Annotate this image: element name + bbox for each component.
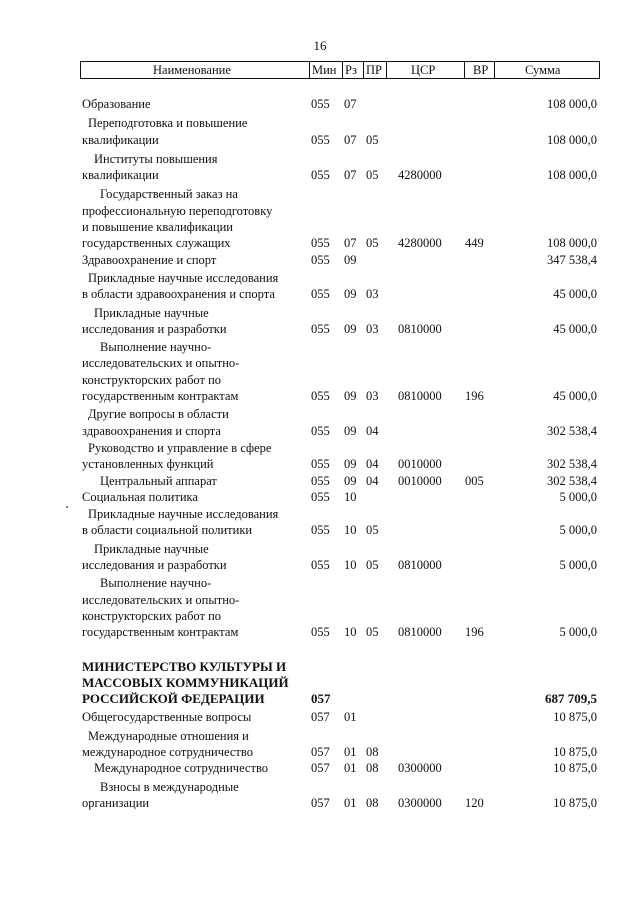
cell-sum: 302 538,4 bbox=[547, 423, 597, 438]
row-name-line: Выполнение научно- bbox=[100, 576, 212, 591]
cell-vr: 449 bbox=[465, 236, 484, 251]
row-name-line: Общегосударственные вопросы bbox=[82, 710, 252, 725]
row-name-line: конструкторских работ по bbox=[82, 372, 222, 387]
cell-sum: 45 000,0 bbox=[553, 389, 597, 404]
row-name-line: квалификации bbox=[82, 168, 159, 183]
row-name-line: Выполнение научно- bbox=[100, 340, 212, 355]
cell-min: 055 bbox=[311, 423, 330, 438]
cell-min: 055 bbox=[311, 457, 330, 472]
row-name-line: конструкторских работ по bbox=[82, 608, 222, 623]
row-name bbox=[82, 506, 304, 539]
table-row bbox=[0, 489, 640, 505]
row-name-line: государственным контрактам bbox=[82, 625, 239, 640]
table-row bbox=[0, 406, 640, 439]
cell-rz: 10 bbox=[344, 558, 357, 573]
row-name-line: Взносы в международные bbox=[100, 779, 239, 794]
table-row bbox=[0, 575, 640, 640]
row-name bbox=[82, 473, 304, 489]
cell-csr: 0010000 bbox=[398, 473, 442, 488]
cell-sum: 45 000,0 bbox=[553, 287, 597, 302]
table-row bbox=[0, 339, 640, 404]
cell-rz: 01 bbox=[344, 795, 357, 810]
cell-min: 057 bbox=[311, 691, 331, 707]
cell-pr: 08 bbox=[366, 795, 379, 810]
row-name-line: государственных служащих bbox=[82, 236, 231, 251]
row-name bbox=[82, 305, 304, 338]
cell-pr: 03 bbox=[366, 389, 379, 404]
row-name bbox=[82, 186, 304, 251]
cell-rz: 09 bbox=[344, 423, 357, 438]
cell-sum: 108 000,0 bbox=[547, 236, 597, 251]
cell-sum: 108 000,0 bbox=[547, 97, 597, 111]
table-row bbox=[0, 473, 640, 489]
cell-min: 055 bbox=[311, 625, 330, 640]
row-name-line: профессиональную переподготовку bbox=[82, 203, 273, 218]
cell-rz: 01 bbox=[344, 744, 357, 759]
row-name-line: МАССОВЫХ КОММУНИКАЦИЙ bbox=[82, 674, 289, 690]
row-name-line: квалификации bbox=[82, 132, 159, 147]
cell-min: 055 bbox=[311, 523, 330, 538]
row-name-line: Другие вопросы в области bbox=[88, 407, 229, 422]
scan-dot bbox=[66, 506, 68, 508]
header-vr: ВР bbox=[473, 63, 489, 77]
header-name: Наименование bbox=[153, 63, 231, 77]
cell-csr: 0300000 bbox=[398, 795, 442, 810]
cell-pr: 05 bbox=[366, 625, 379, 640]
cell-pr: 08 bbox=[366, 761, 379, 776]
row-name-line: исследования и разработки bbox=[82, 321, 227, 336]
cell-min: 055 bbox=[311, 489, 330, 504]
cell-min: 057 bbox=[311, 710, 330, 725]
table-row bbox=[0, 728, 640, 761]
row-name bbox=[82, 728, 304, 761]
cell-rz: 07 bbox=[344, 236, 357, 251]
cell-pr: 05 bbox=[366, 523, 379, 538]
row-name bbox=[82, 406, 304, 439]
cell-rz: 09 bbox=[344, 287, 357, 302]
cell-rz: 07 bbox=[344, 168, 357, 183]
cell-pr: 05 bbox=[366, 132, 379, 147]
row-name-line: Переподготовка и повышение bbox=[88, 116, 248, 131]
header-csr: ЦСР bbox=[411, 63, 436, 77]
row-name-line: Здравоохранение и спорт bbox=[82, 252, 217, 267]
row-name-line: Институты повышения bbox=[94, 151, 218, 166]
row-name bbox=[82, 252, 304, 268]
row-name-line: в области социальной политики bbox=[82, 523, 253, 538]
row-name-line: и повышение квалификации bbox=[82, 220, 233, 235]
row-name bbox=[82, 575, 304, 640]
cell-min: 055 bbox=[311, 132, 330, 147]
row-name-line: Руководство и управление в сфере bbox=[88, 440, 272, 455]
cell-min: 055 bbox=[311, 236, 330, 251]
cell-sum: 5 000,0 bbox=[559, 523, 597, 538]
table-row bbox=[0, 151, 640, 184]
cell-sum: 5 000,0 bbox=[559, 489, 597, 504]
cell-rz: 10 bbox=[344, 625, 357, 640]
table-row bbox=[0, 709, 640, 725]
row-name-line: международное сотрудничество bbox=[82, 744, 253, 759]
cell-vr: 196 bbox=[465, 389, 484, 404]
cell-sum: 347 538,4 bbox=[547, 252, 597, 267]
cell-min: 057 bbox=[311, 795, 330, 810]
cell-csr: 0810000 bbox=[398, 558, 442, 573]
row-name bbox=[82, 709, 304, 725]
cell-sum: 687 709,5 bbox=[545, 691, 597, 707]
row-name bbox=[82, 541, 304, 574]
cell-vr: 120 bbox=[465, 795, 484, 810]
cell-pr: 04 bbox=[366, 473, 379, 488]
cell-rz: 09 bbox=[344, 389, 357, 404]
header-rz: Рз bbox=[345, 63, 357, 77]
row-name-line: Центральный аппарат bbox=[100, 473, 217, 488]
row-name-line: здравоохранения и спорта bbox=[82, 423, 221, 438]
cell-rz: 09 bbox=[344, 473, 357, 488]
cell-csr: 0010000 bbox=[398, 457, 442, 472]
cell-min: 055 bbox=[311, 558, 330, 573]
cell-vr: 196 bbox=[465, 625, 484, 640]
row-name-line: Прикладные научные bbox=[94, 305, 209, 320]
cell-pr: 04 bbox=[366, 457, 379, 472]
cell-pr: 03 bbox=[366, 287, 379, 302]
table-row bbox=[0, 252, 640, 268]
row-name-line: Международное сотрудничество bbox=[94, 761, 269, 776]
cell-min: 055 bbox=[311, 287, 330, 302]
cell-sum: 10 875,0 bbox=[553, 795, 597, 810]
cell-csr: 0810000 bbox=[398, 389, 442, 404]
cell-csr: 4280000 bbox=[398, 168, 442, 183]
row-name-line: МИНИСТЕРСТВО КУЛЬТУРЫ И bbox=[82, 658, 287, 674]
row-name-line: Международные отношения и bbox=[88, 728, 249, 743]
cell-rz: 07 bbox=[344, 132, 357, 147]
cell-rz: 07 bbox=[344, 97, 357, 111]
cell-min: 055 bbox=[311, 97, 330, 111]
table-row bbox=[0, 115, 640, 148]
table-row bbox=[0, 779, 640, 812]
table-row bbox=[0, 270, 640, 303]
table-body bbox=[0, 96, 640, 811]
cell-csr: 4280000 bbox=[398, 236, 442, 251]
row-name-line: установленных функций bbox=[82, 457, 214, 472]
row-name-line: исследования и разработки bbox=[82, 558, 227, 573]
row-name-line: исследовательских и опытно- bbox=[82, 592, 240, 607]
row-name-line: организации bbox=[82, 795, 150, 810]
cell-sum: 10 875,0 bbox=[553, 710, 597, 725]
row-name bbox=[82, 659, 304, 708]
cell-sum: 45 000,0 bbox=[553, 321, 597, 336]
row-name-line: Социальная политика bbox=[82, 489, 198, 504]
row-name-line: Образование bbox=[82, 97, 151, 111]
cell-csr: 0810000 bbox=[398, 321, 442, 336]
row-name-line: Государственный заказ на bbox=[100, 187, 238, 202]
cell-pr: 08 bbox=[366, 744, 379, 759]
row-name bbox=[82, 151, 304, 184]
cell-rz: 01 bbox=[344, 761, 357, 776]
cell-min: 055 bbox=[311, 473, 330, 488]
header-min: Мин bbox=[312, 63, 337, 77]
row-name bbox=[82, 760, 304, 776]
cell-rz: 09 bbox=[344, 321, 357, 336]
header-sum: Сумма bbox=[525, 63, 561, 77]
cell-sum: 10 875,0 bbox=[553, 744, 597, 759]
cell-pr: 04 bbox=[366, 423, 379, 438]
cell-vr: 005 bbox=[465, 473, 484, 488]
cell-rz: 10 bbox=[344, 523, 357, 538]
cell-pr: 05 bbox=[366, 168, 379, 183]
row-name bbox=[82, 96, 304, 112]
cell-sum: 5 000,0 bbox=[559, 625, 597, 640]
row-name bbox=[82, 270, 304, 303]
cell-sum: 108 000,0 bbox=[547, 132, 597, 147]
cell-rz: 09 bbox=[344, 457, 357, 472]
cell-sum: 10 875,0 bbox=[553, 761, 597, 776]
cell-pr: 05 bbox=[366, 558, 379, 573]
cell-min: 057 bbox=[311, 761, 330, 776]
cell-rz: 01 bbox=[344, 710, 357, 725]
row-name bbox=[82, 440, 304, 473]
cell-sum: 5 000,0 bbox=[559, 558, 597, 573]
row-name-line: РОССИЙСКОЙ ФЕДЕРАЦИИ bbox=[82, 691, 265, 707]
cell-sum: 302 538,4 bbox=[547, 457, 597, 472]
cell-min: 055 bbox=[311, 252, 330, 267]
table-row bbox=[0, 541, 640, 574]
row-name-line: Прикладные научные bbox=[94, 541, 209, 556]
row-name-line: Прикладные научные исследования bbox=[88, 507, 279, 522]
table-row bbox=[0, 305, 640, 338]
cell-min: 057 bbox=[311, 744, 330, 759]
cell-rz: 09 bbox=[344, 252, 357, 267]
cell-sum: 108 000,0 bbox=[547, 168, 597, 183]
table-row bbox=[0, 506, 640, 539]
row-name bbox=[82, 779, 304, 812]
table-header bbox=[80, 61, 600, 79]
row-name bbox=[82, 339, 304, 404]
header-pr: ПР bbox=[366, 63, 382, 77]
cell-min: 055 bbox=[311, 389, 330, 404]
row-name bbox=[82, 489, 304, 505]
cell-min: 055 bbox=[311, 321, 330, 336]
cell-csr: 0810000 bbox=[398, 625, 442, 640]
cell-min: 055 bbox=[311, 168, 330, 183]
table-row bbox=[0, 659, 640, 708]
row-name-line: Прикладные научные исследования bbox=[88, 270, 279, 285]
table-row bbox=[0, 186, 640, 251]
cell-pr: 05 bbox=[366, 236, 379, 251]
table-row bbox=[0, 96, 640, 112]
cell-csr: 0300000 bbox=[398, 761, 442, 776]
cell-sum: 302 538,4 bbox=[547, 473, 597, 488]
page-number: 16 bbox=[313, 38, 327, 53]
cell-rz: 10 bbox=[344, 489, 357, 504]
row-name-line: исследовательских и опытно- bbox=[82, 356, 240, 371]
table-row bbox=[0, 760, 640, 776]
row-name-line: в области здравоохранения и спорта bbox=[82, 287, 275, 302]
table-row bbox=[0, 440, 640, 473]
cell-pr: 03 bbox=[366, 321, 379, 336]
row-name bbox=[82, 115, 304, 148]
row-name-line: государственным контрактам bbox=[82, 389, 239, 404]
